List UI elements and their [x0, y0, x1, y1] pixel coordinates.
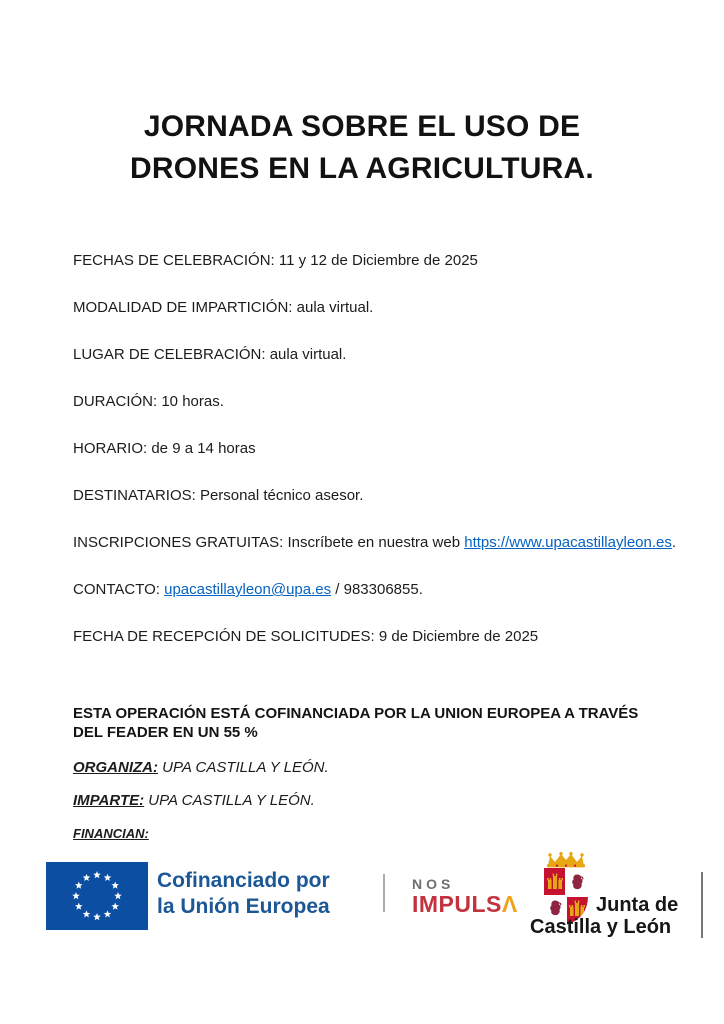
contacto-phone: / 983306855.: [331, 581, 423, 598]
detail-lugar: LUGAR DE CELEBRACIÓN: aula virtual.: [73, 346, 347, 363]
footer-logos: [0, 846, 724, 956]
imparte-value: UPA CASTILLA Y LEÓN.: [144, 792, 315, 809]
organiza-line: [73, 759, 329, 777]
page-title: [0, 106, 724, 190]
cofinance-statement: ESTA OPERACIÓN ESTÁ COFINANCIADA POR LA UNION EUROPEA A TRAVÉS DEL FEADER EN UN 55 %: [73, 705, 639, 741]
detail-fechas: FECHAS DE CELEBRACIÓN: 11 y 12 de Diciembre de 2025: [73, 252, 478, 269]
detail-destinatarios: DESTINATARIOS: Personal técnico asesor.: [73, 487, 364, 504]
page-title-line1: JORNADA SOBRE EL USO DE: [143, 110, 581, 143]
junta-castilla-leon-logo: [530, 852, 705, 947]
detail-duracion: DURACIÓN: 10 horas.: [73, 393, 224, 410]
junta-label-line1: Junta de: [596, 894, 679, 916]
nos-impulsa-line1: NOS: [412, 876, 455, 892]
impulsa-main-text: IMPULS: [412, 891, 502, 917]
imparte-label: IMPARTE:: [73, 792, 145, 809]
inscripciones-web-link[interactable]: https://www.upacastillayleon.es: [464, 534, 672, 551]
organiza-value: UPA CASTILLA Y LEÓN.: [158, 759, 329, 776]
nos-impulsa-logo: [412, 876, 518, 916]
page-title-line2: DRONES EN LA AGRICULTURA.: [130, 152, 594, 185]
inscripciones-text: INSCRIPCIONES GRATUITAS: Inscríbete en nuestra web: [73, 534, 465, 551]
detail-fecha-recepcion: FECHA DE RECEPCIÓN DE SOLICITUDES: 9 de Diciembre de 2025: [73, 628, 539, 645]
impulsa-accent-glyph: Λ: [501, 891, 518, 917]
imparte-line: [73, 792, 315, 810]
eu-flag-icon: [46, 862, 148, 930]
junta-label-line2: Castilla y León: [530, 916, 672, 938]
detail-modalidad: MODALIDAD DE IMPARTICIÓN: aula virtual.: [73, 299, 374, 316]
eu-cofinance-label-line2: la Unión Europea: [157, 895, 330, 918]
eu-cofinance-label: [157, 868, 330, 920]
detail-contacto: [73, 581, 423, 599]
inscripciones-period: .: [671, 534, 677, 551]
financian-line: [73, 825, 149, 843]
nos-impulsa-line2: [412, 892, 518, 916]
organiza-label: ORGANIZA:: [73, 759, 158, 776]
detail-inscripciones: [73, 534, 676, 552]
footer-divider-2: [701, 872, 703, 938]
contacto-text: CONTACTO:: [73, 581, 165, 598]
contacto-email-link[interactable]: upacastillayleon@upa.es: [164, 581, 332, 598]
detail-horario: HORARIO: de 9 a 14 horas: [73, 440, 256, 457]
eu-cofinance-label-line1: Cofinanciado por: [157, 869, 330, 892]
footer-divider-1: [383, 874, 385, 912]
financian-label: FINANCIAN:: [73, 826, 149, 841]
